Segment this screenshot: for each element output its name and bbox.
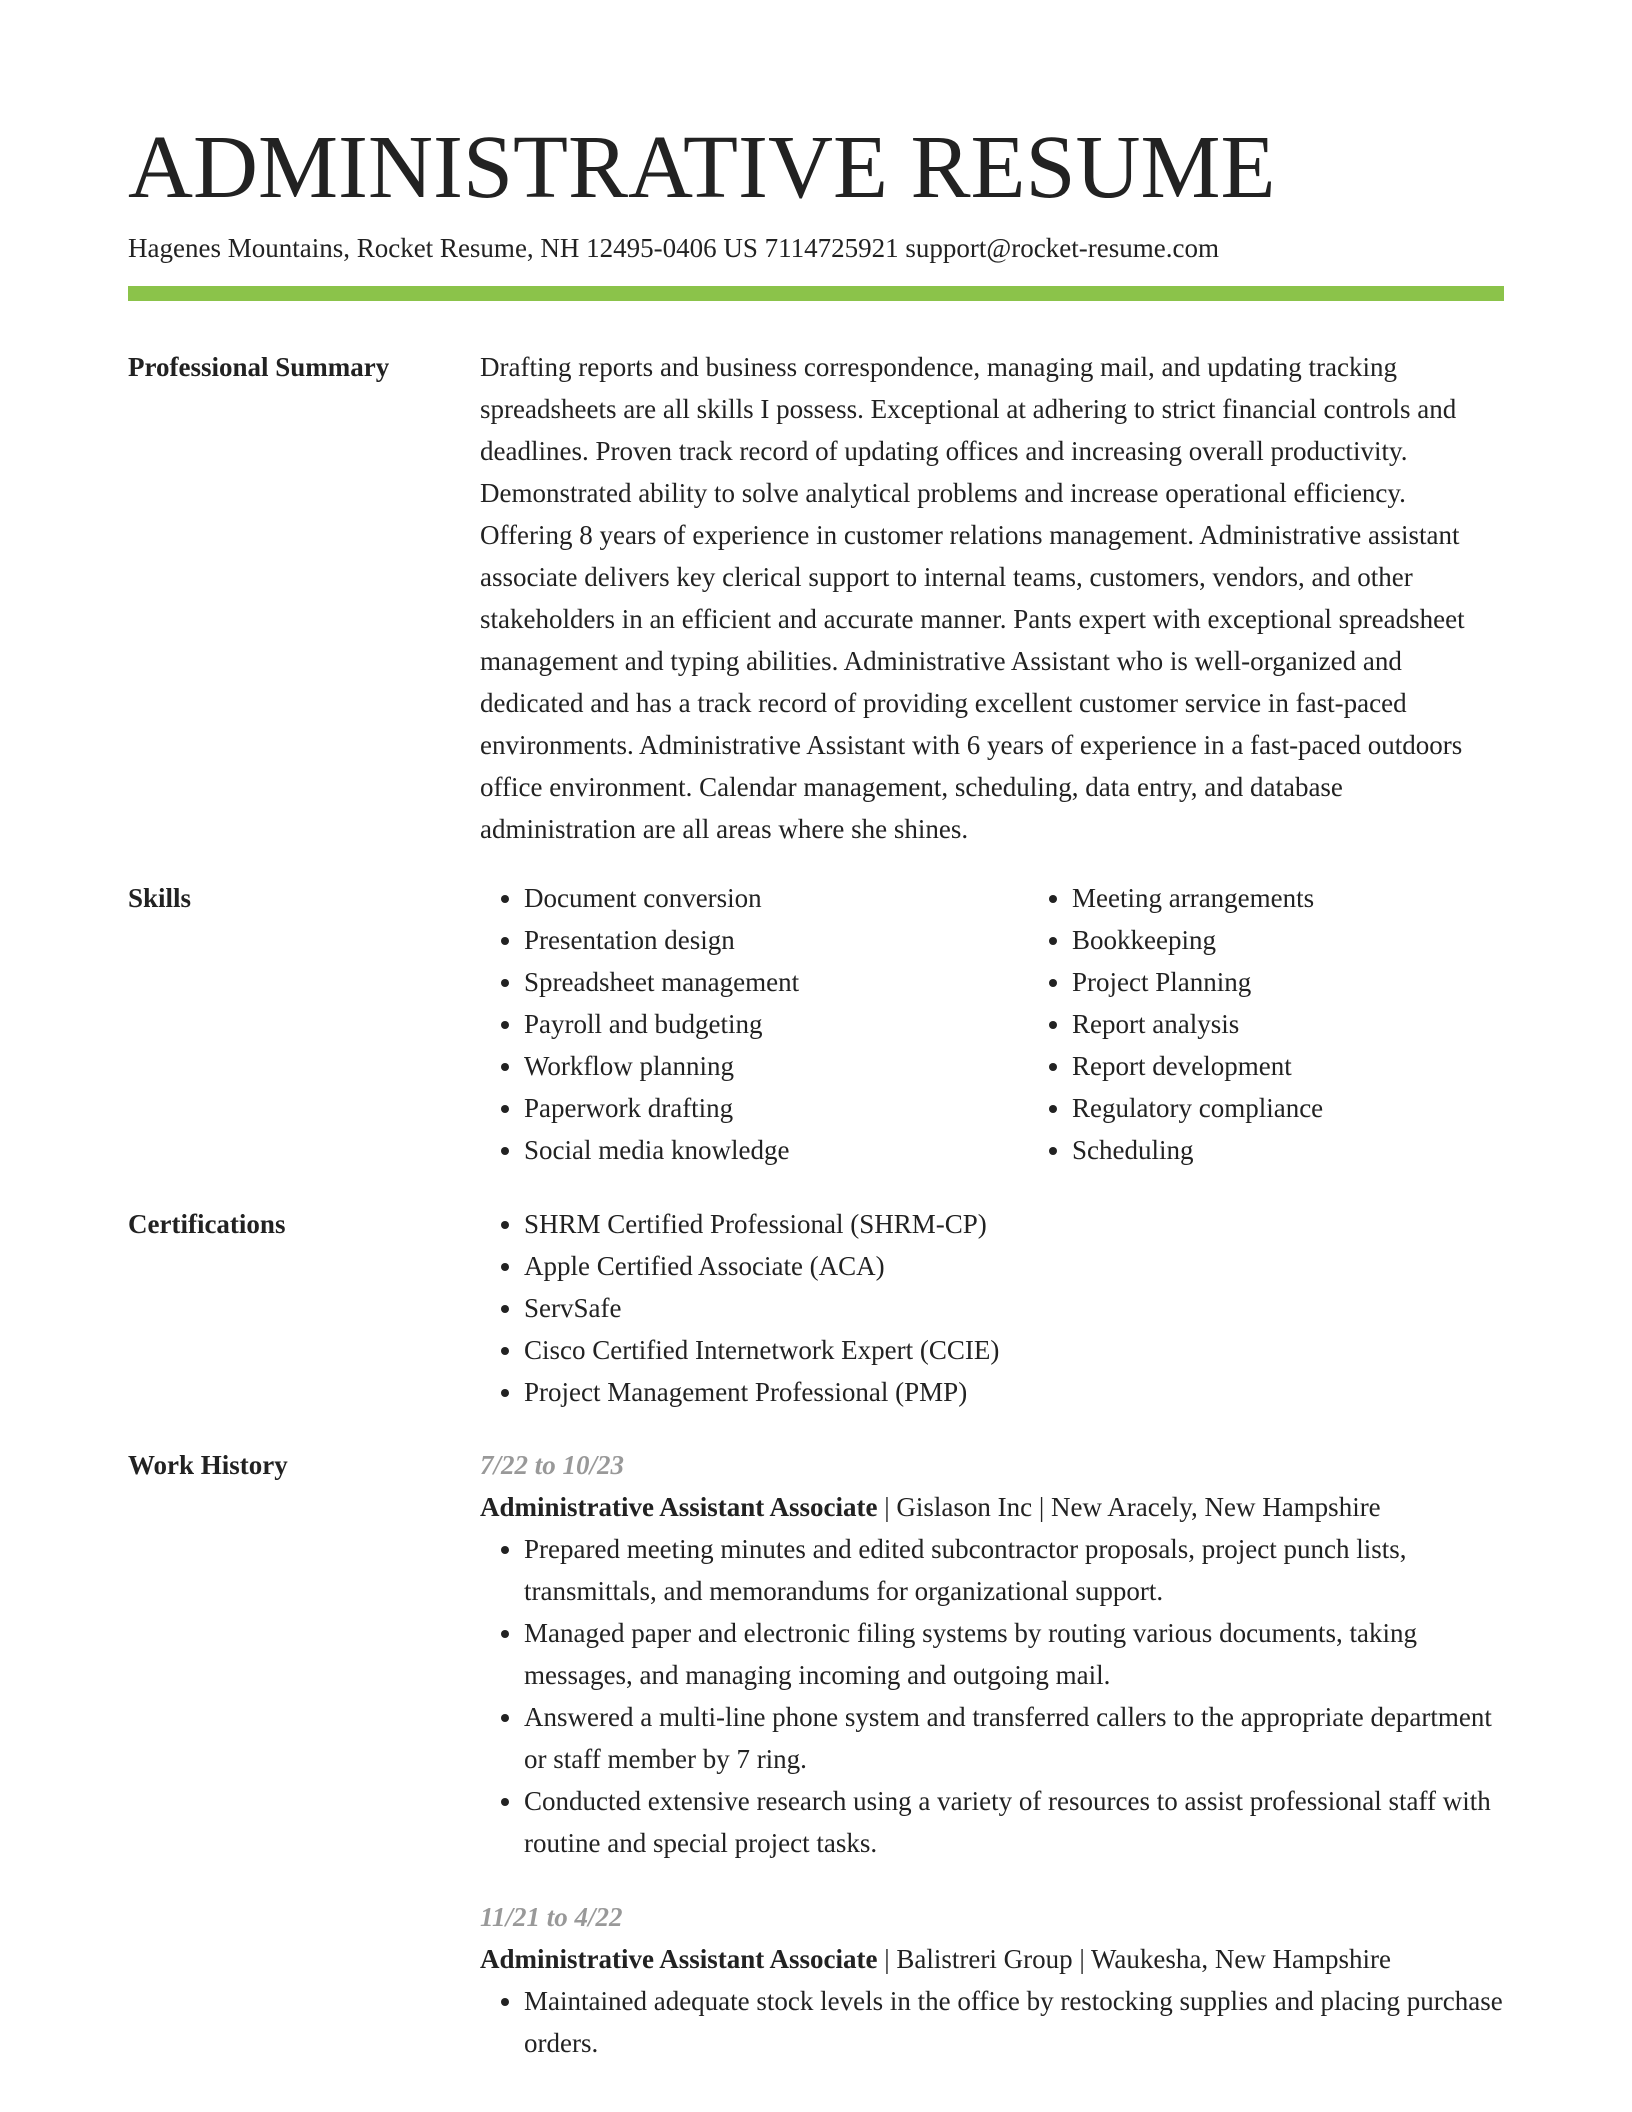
section-label-work-history: Work History — [128, 1450, 288, 1480]
job-dates: 11/21 to 4/22 — [480, 1902, 623, 1932]
job-duty: • Answered a multi-line phone system and transferred callers to the appropriate department or staff member by 7 ring. — [524, 1696, 1504, 1780]
job-title: Administrative Assistant Associate — [480, 1492, 878, 1522]
contact-line: Hagenes Mountains, Rocket Resume, NH 12495-0406 US 7114725921 support@rocket-resume.com — [128, 233, 1219, 263]
section-label-skills: Skills — [128, 883, 192, 913]
certifications-body — [480, 1203, 1504, 1413]
job-duties-list — [480, 1980, 1504, 2064]
job-details: | Balistreri Group | Waukesha, New Hampshire — [877, 1944, 1392, 1974]
job-entry — [480, 1896, 1504, 2064]
skill-item: • Report analysis — [1072, 1003, 1532, 1045]
job-title: Administrative Assistant Associate — [480, 1944, 878, 1974]
certification-item: • Apple Certified Associate (ACA) — [524, 1245, 1504, 1287]
skill-item: • Bookkeeping — [1072, 919, 1532, 961]
skills-columns — [480, 877, 1504, 1171]
skill-item: • Workflow planning — [524, 1045, 984, 1087]
job-duties-list — [480, 1528, 1504, 1864]
skill-item: • Paperwork drafting — [524, 1087, 984, 1129]
section-label-certifications: Certifications — [128, 1209, 286, 1239]
skill-item: • Scheduling — [1072, 1129, 1532, 1171]
summary-text: Drafting reports and business correspondence, managing mail, and updating tracking spreadsheets are all skills I possess. Exceptional at adhering to strict financial controls and deadlines. Proven track record of updating offices and increasing overall productivity. Demonstrated ability to solve analytical problems and increase operational efficiency. Offering 8 years of experience in customer relations management. Administrative assistant associate delivers key clerical support to internal teams, customers, vendors, and other stakeholders in an efficient and accurate manner. Pants expert with exceptional spreadsheet management and typing abilities. Administrative Assistant who is well-organized and dedicated and has a track record of providing excellent customer service in fast-paced environments. Administrative Assistant with 6 years of experience in a fast-paced outdoors office environment. Calendar management, scheduling, data entry, and database administration are all areas where she shines. — [480, 352, 1465, 844]
section-label-summary: Professional Summary — [128, 352, 390, 382]
certification-item: • ServSafe — [524, 1287, 1504, 1329]
job-duty: • Maintained adequate stock levels in the office by restocking supplies and placing purchase orders. — [524, 1980, 1504, 2064]
job-duty: • Prepared meeting minutes and edited subcontractor proposals, project punch lists, transmittals, and memorandums for organizational support. — [524, 1528, 1504, 1612]
certification-item: • SHRM Certified Professional (SHRM-CP) — [524, 1203, 1504, 1245]
skill-item: • Meeting arrangements — [1072, 877, 1532, 919]
work-history-body — [480, 1444, 1504, 2064]
resume-title: ADMINISTRATIVE RESUME — [128, 118, 1276, 217]
job-heading — [480, 1486, 1504, 1528]
certification-item: • Project Management Professional (PMP) — [524, 1371, 1504, 1413]
job-duty: • Managed paper and electronic filing systems by routing various documents, taking messages, and managing incoming and outgoing mail. — [524, 1612, 1504, 1696]
skill-item: • Regulatory compliance — [1072, 1087, 1532, 1129]
skill-item: • Report development — [1072, 1045, 1532, 1087]
job-heading — [480, 1938, 1504, 1980]
skills-list-left — [480, 877, 984, 1171]
skill-item: • Spreadsheet management — [524, 961, 984, 1003]
skill-item: • Document conversion — [524, 877, 984, 919]
skills-list-right — [1028, 877, 1532, 1171]
job-entry — [480, 1444, 1504, 1864]
accent-divider — [128, 286, 1504, 301]
job-dates: 7/22 to 10/23 — [480, 1450, 625, 1480]
job-duty: • Conducted extensive research using a variety of resources to assist professional staff with routine and special project tasks. — [524, 1780, 1504, 1864]
job-details: | Gislason Inc | New Aracely, New Hampshire — [877, 1492, 1381, 1522]
skill-item: • Presentation design — [524, 919, 984, 961]
skill-item: • Payroll and budgeting — [524, 1003, 984, 1045]
certification-item: • Cisco Certified Internetwork Expert (CCIE) — [524, 1329, 1504, 1371]
summary-body — [480, 346, 1504, 850]
skill-item: • Project Planning — [1072, 961, 1532, 1003]
skill-item: • Social media knowledge — [524, 1129, 984, 1171]
certifications-list — [480, 1203, 1504, 1413]
